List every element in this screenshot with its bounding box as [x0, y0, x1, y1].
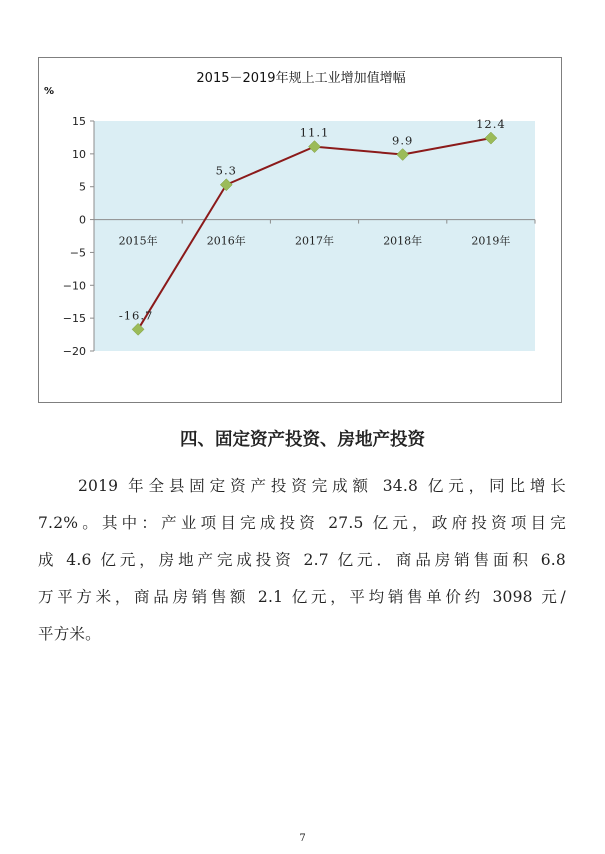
y-tick-label: −15	[62, 312, 86, 326]
y-tick-label: −5	[69, 246, 86, 260]
y-tick-label: 5	[79, 180, 86, 194]
x-tick-label: 2017年	[295, 234, 334, 248]
data-label: 5.3	[215, 163, 237, 178]
x-tick-label: 2018年	[383, 234, 423, 248]
y-tick-label: −10	[62, 279, 86, 293]
y-tick-label: 15	[72, 115, 86, 128]
data-label: 9.9	[392, 133, 414, 148]
x-tick-label: 2019年	[471, 234, 511, 248]
y-tick-label: −20	[62, 345, 86, 358]
data-label: 11.1	[299, 125, 330, 140]
data-label: 12.4	[476, 117, 506, 132]
paragraph-line: 万平方米，商品房销售额 2.1 亿元，平均销售单价约 3098 元/	[38, 588, 566, 606]
plot-area	[63, 115, 535, 358]
paragraph-line: 2019 年全县固定资产投资完成额 34.8 亿元，同比增长	[78, 477, 566, 495]
y-tick-label: 0	[79, 213, 86, 227]
x-tick-label: 2016年	[206, 234, 246, 248]
chart-title: 2015－2019年规上工业增加值增幅	[196, 71, 406, 86]
paragraph-line: 7.2%。其中：产业项目完成投资 27.5 亿元，政府投资项目完	[38, 514, 566, 532]
section-heading: 四、固定资产投资、房地产投资	[180, 430, 425, 450]
y-tick-label: 10	[72, 147, 86, 161]
x-tick-label: 2015年	[118, 234, 158, 248]
y-axis-unit-label: %	[44, 86, 55, 97]
chart-frame	[38, 57, 562, 403]
paragraph-line: 平方米。	[38, 625, 101, 643]
page-number: 7	[299, 833, 306, 844]
paragraph-line: 成 4.6 亿元，房地产完成投资 2.7 亿元．商品房销售面积 6.8	[38, 551, 566, 569]
line-chart	[39, 58, 563, 404]
data-label: -16.7	[118, 308, 154, 323]
